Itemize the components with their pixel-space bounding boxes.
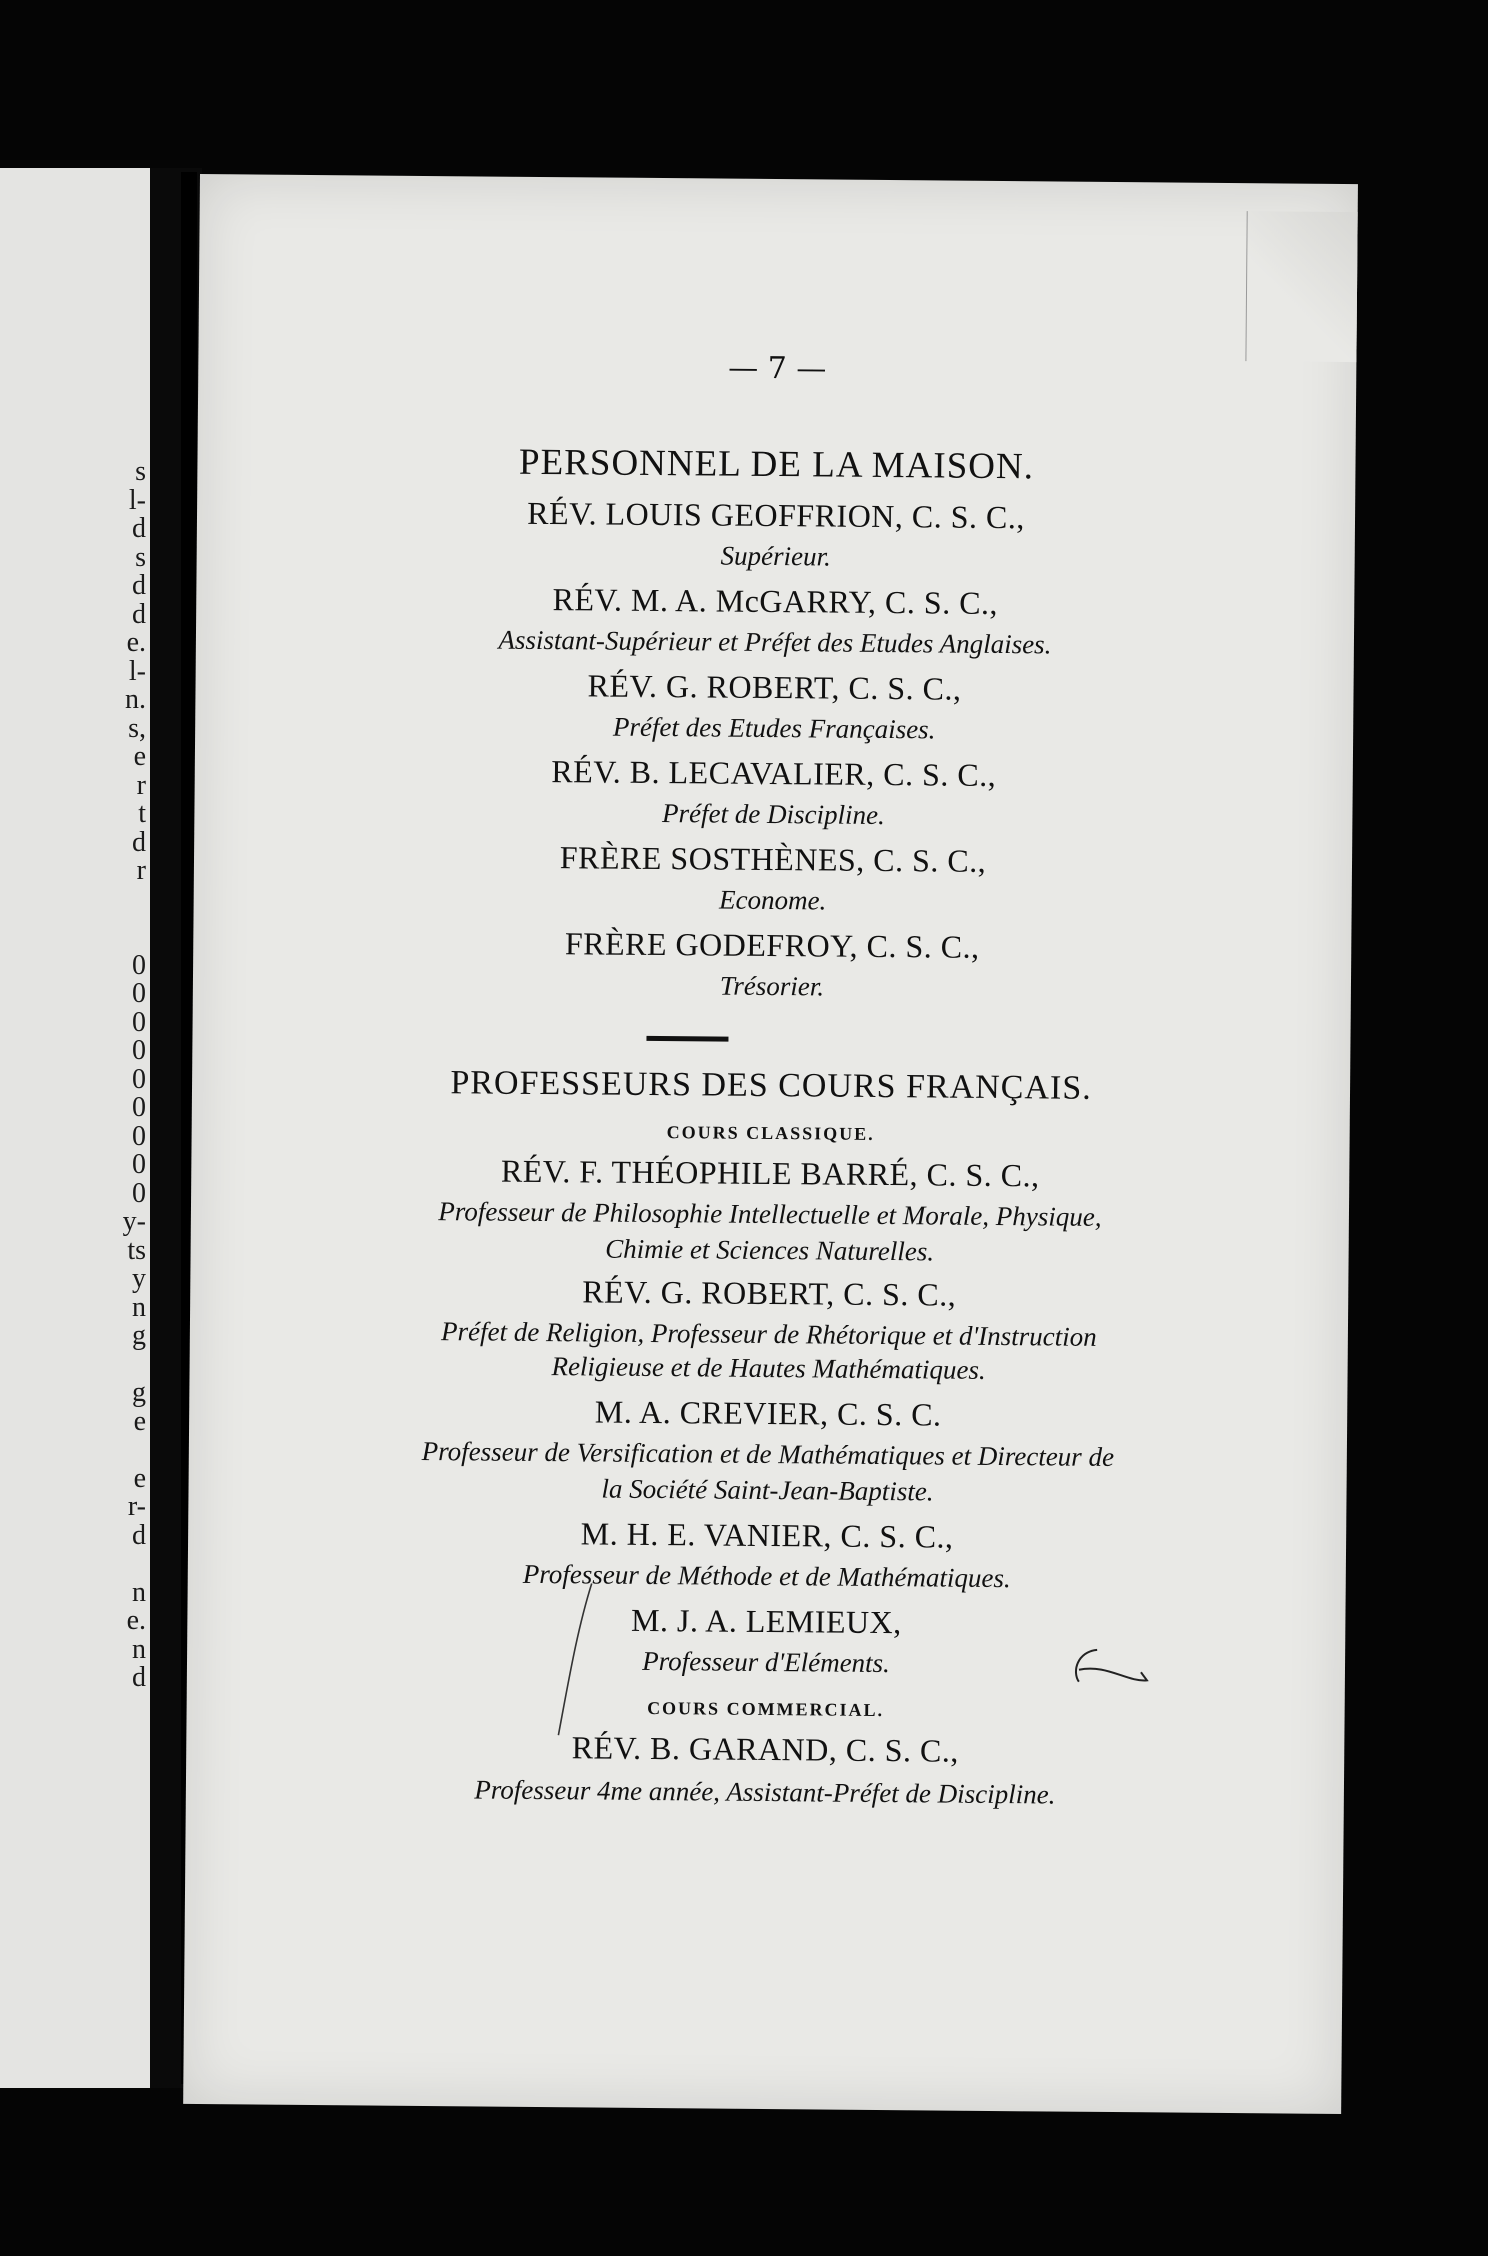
staff-name: RÉV. M. A. McGARRY, C. S. C., xyxy=(552,581,999,621)
professor-name: RÉV. B. GARAND, C. S. C., xyxy=(571,1729,959,1769)
staff-name: FRÈRE GODEFROY, C. S. C., xyxy=(564,925,980,965)
edge-char xyxy=(123,1550,146,1579)
edge-char: d xyxy=(132,570,146,601)
edge-digit: 0 xyxy=(132,1063,146,1095)
edge-char: y- xyxy=(122,1206,146,1237)
professor-role: Professeur d'Eléments. xyxy=(642,1645,891,1679)
edge-char: y xyxy=(132,1263,146,1294)
edge-char: d xyxy=(132,513,146,544)
professor-role: Chimie et Sciences Naturelles. xyxy=(605,1233,935,1267)
professor-role: Professeur de Philosophie Intellectuelle et Morale, Physique, xyxy=(438,1196,1102,1232)
edge-char: l- xyxy=(128,484,146,516)
edge-char: s xyxy=(135,541,146,573)
edge-char: d xyxy=(132,826,146,858)
professor-role: Professeur de Versification et de Mathématiques et Directeur de xyxy=(421,1435,1115,1473)
professor-role: Religieuse et de Hautes Mathématiques. xyxy=(551,1351,986,1385)
edge-digit: 0 xyxy=(132,1035,146,1066)
professor-role: Professeur de Méthode et de Mathématiques. xyxy=(522,1558,1011,1594)
edge-char: n xyxy=(132,1576,146,1608)
edge-char: g xyxy=(132,1377,146,1408)
staff-name: RÉV. LOUIS GEOFFRION, C. S. C., xyxy=(527,494,1026,536)
professor-name: M. A. CREVIER, C. S. C. xyxy=(594,1393,942,1433)
edge-char: e xyxy=(133,1405,146,1437)
pencil-stroke xyxy=(546,1579,597,1739)
edge-char: s, xyxy=(128,712,146,744)
edge-char: d xyxy=(132,1662,146,1693)
edge-digit: 0 xyxy=(132,949,146,981)
edge-char: n xyxy=(132,1291,146,1323)
professor-role: la Société Saint-Jean-Baptiste. xyxy=(601,1473,934,1507)
pencil-mark xyxy=(1067,1642,1168,1703)
staff-role: Assistant-Supérieur et Préfet des Etudes Anglaises. xyxy=(498,624,1052,660)
edge-char xyxy=(123,1436,146,1465)
staff-role: Préfet de Discipline. xyxy=(661,798,885,830)
edge-char: s xyxy=(135,456,146,487)
edge-char: t xyxy=(138,798,146,829)
edge-char: e xyxy=(133,741,146,772)
professor-role: Préfet de Religion, Professeur de Rhétorique et d'Instruction xyxy=(440,1316,1097,1352)
edge-char: g xyxy=(132,1320,146,1351)
edge-char: n xyxy=(132,1633,146,1665)
professor-name: RÉV. G. ROBERT, C. S. C., xyxy=(582,1273,957,1313)
edge-char: e xyxy=(133,1462,146,1494)
edge-char: d xyxy=(132,598,146,630)
edge-digit: 0 xyxy=(132,1006,146,1038)
professor-name: M. H. E. VANIER, C. S. C., xyxy=(580,1515,954,1555)
professor-name: M. J. A. LEMIEUX, xyxy=(630,1601,902,1641)
edge-char: d xyxy=(132,1519,146,1551)
subheading-cours-commercial: COURS COMMERCIAL. xyxy=(647,1697,885,1721)
staff-name: RÉV. G. ROBERT, C. S. C., xyxy=(587,667,962,707)
edge-char: r xyxy=(136,769,146,801)
edge-char: e. xyxy=(126,627,146,658)
staff-name: RÉV. B. LECAVALIER, C. S. C., xyxy=(551,753,997,793)
edge-char xyxy=(123,1351,146,1380)
professor-role: Professeur 4me année, Assistant-Préfet de Discipline. xyxy=(474,1774,1056,1810)
staff-role: Supérieur. xyxy=(720,540,831,572)
document-page xyxy=(183,174,1358,2114)
professor-name: RÉV. F. THÉOPHILE BARRÉ, C. S. C., xyxy=(500,1152,1040,1194)
edge-digit: 0 xyxy=(132,1149,146,1180)
edge-char: e. xyxy=(126,1605,146,1636)
edge-char: r xyxy=(136,855,146,886)
edge-char: ts xyxy=(127,1234,146,1266)
page-content xyxy=(183,174,1358,2114)
edge-digit: 0 xyxy=(132,1177,146,1209)
left-page-fragment xyxy=(0,168,150,2088)
edge-char: n. xyxy=(125,684,146,715)
subheading-cours-classique: COURS CLASSIQUE. xyxy=(666,1122,875,1144)
edge-digit: 0 xyxy=(132,978,146,1009)
edge-char: r- xyxy=(127,1491,146,1522)
left-page-edge-text xyxy=(123,458,146,1693)
section-heading-personnel: PERSONNEL DE LA MAISON. xyxy=(518,441,1035,488)
edge-char: l- xyxy=(128,655,146,687)
staff-name: FRÈRE SOSTHÈNES, C. S. C., xyxy=(559,839,987,879)
staff-role: Trésorier. xyxy=(719,970,825,1002)
edge-digit: 0 xyxy=(132,1120,146,1152)
section-divider-rule xyxy=(646,1036,728,1042)
section-heading-professeurs: PROFESSEURS DES COURS FRANÇAIS. xyxy=(450,1064,1092,1107)
edge-digit: 0 xyxy=(132,1092,146,1123)
staff-role: Préfet des Etudes Françaises. xyxy=(612,711,936,745)
page-number: — 7 — xyxy=(728,350,827,387)
staff-role: Econome. xyxy=(718,884,827,916)
